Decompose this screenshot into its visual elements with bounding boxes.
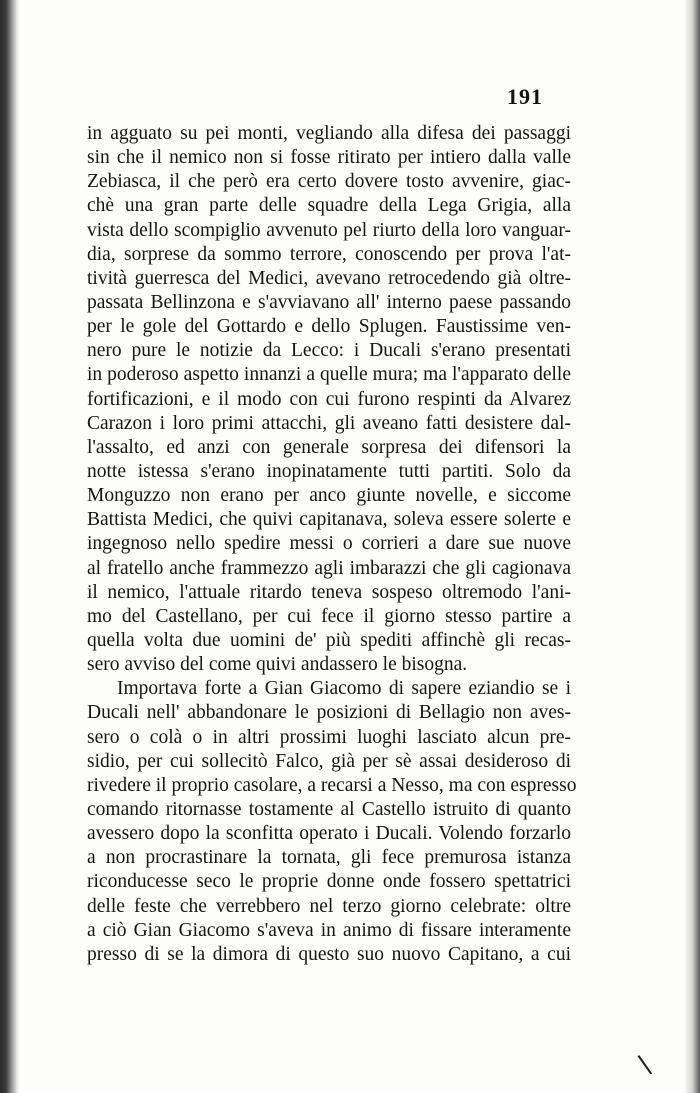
text-line: Carazon i loro primi attacchi, gli aveano fatti desistere dal- (87, 412, 571, 434)
text-line: in agguato su pei monti, vegliando alla difesa dei passaggi (87, 123, 571, 144)
paragraph (87, 677, 577, 967)
text-line: sin che il nemico non si fosse ritirato per intiero dalla valle (87, 147, 571, 169)
text-line: al fratello anche frammezzo agli imbarazzi che gli cagionava (87, 557, 571, 579)
text-line: mo del Castellano, per cui fece il giorno stesso partire a (87, 605, 571, 627)
body-text (87, 122, 577, 967)
text-line: sidio, per cui sollecitò Falco, già per sè assai desideroso di (87, 750, 571, 772)
text-line: fortificazioni, e il modo con cui furono respinti da Alvarez (87, 388, 571, 410)
text-line: riconducesse seco le proprie donne onde fossero spettatrici (87, 871, 571, 893)
text-line: chè una gran parte delle squadre della Lega Grigia, alla (87, 195, 571, 217)
text-line: tività guerresca del Medici, avevano retrocedendo già oltre- (87, 267, 571, 289)
text-line: a ciò Gian Giacomo s'aveva in animo di fissare interamente (87, 919, 571, 941)
text-line: presso di se la dimora di questo suo nuovo Capitano, a cui (87, 943, 571, 965)
text-line: quella volta due uomini de' più spediti affinchè gli recas- (87, 629, 571, 651)
text-line: Ducali nell' abbandonare le posizioni di Bellagio non aves- (87, 702, 571, 724)
text-line: Zebiasca, il che però era certo dovere tosto avvenire, giac- (87, 171, 571, 193)
text-line: delle feste che verrebbero nel terzo giorno celebrate: oltre (87, 895, 571, 917)
text-line: comando ritornasse tostamente al Castello istruito di quanto (87, 798, 571, 820)
page-right-edge-shadow (684, 0, 700, 1093)
text-line: avessero dopo la sconfitta operato i Ducali. Volendo forzarlo (87, 823, 571, 845)
text-line: l'assalto, ed anzi con generale sorpresa dei difensori la (87, 436, 571, 458)
text-line: Battista Medici, che quivi capitanava, soleva essere solerte e (87, 509, 571, 531)
paragraph (87, 122, 571, 677)
text-line: notte istessa s'erano inopinatamente tutti partiti. Solo da (87, 460, 571, 482)
text-line: Importava forte a Gian Giacomo di sapere eziandio se i (117, 678, 571, 700)
text-line: vista dello scompiglio avvenuto pel riurto della loro vanguar- (87, 219, 571, 241)
text-line: il nemico, l'attuale ritardo teneva sospeso oltremodo l'ani- (87, 581, 571, 603)
text-line: Monguzzo non erano per anco giunte novelle, e siccome (87, 485, 571, 507)
page-number: 191 (507, 84, 543, 109)
text-line: rivedere il proprio casolare, a recarsi a Nesso, ma con espresso (87, 774, 577, 796)
text-line: passata Bellinzona e s'avviavano all' interno paese passando (87, 291, 571, 313)
text-line: a non procrastinare la tornata, gli fece premurosa istanza (87, 847, 571, 869)
text-line: per le gole del Gottardo e dello Splugen. Faustissime ven- (87, 316, 571, 338)
corner-pen-mark: \ (636, 1049, 654, 1081)
page-left-edge-shadow (0, 0, 20, 1093)
text-line: sero o colà o in altri prossimi luoghi lasciato alcun pre- (87, 726, 571, 748)
text-line: ingegnoso nello spedire messi o corrieri a dare sue nuove (87, 533, 571, 555)
text-line: dia, sorprese da sommo terrore, conoscendo per prova l'at- (87, 243, 571, 265)
text-line: nero pure le notizie da Lecco: i Ducali s'erano presentati (87, 340, 571, 362)
text-line: in poderoso aspetto innanzi a quelle mura; ma l'apparato delle (87, 364, 571, 386)
text-line: sero avviso del come quivi andassero le bisogna. (87, 654, 468, 676)
